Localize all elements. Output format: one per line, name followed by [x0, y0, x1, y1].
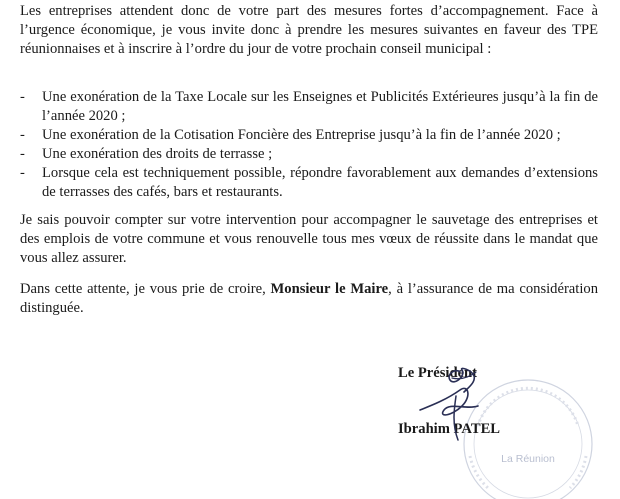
bullet-dash: -	[20, 89, 25, 105]
bullet-dash: -	[20, 127, 25, 143]
stamp-text: La Réunion	[501, 453, 555, 465]
measure-text: Une exonération des droits de terrasse ;	[42, 146, 273, 162]
addressee: Monsieur le Maire	[270, 281, 389, 297]
bullet-dash: -	[20, 146, 25, 162]
signatory-title: Le Président	[398, 365, 478, 381]
measures-list	[20, 88, 598, 202]
support-paragraph: Je sais pouvoir compter sur votre intervention pour accompagner le sauvetage des entreprises et des emplois de votre commune et vous renouvelle tous mes vœux de réussite dans le mandat que vous allez assurer.	[20, 212, 598, 266]
closing-text-start: Dans cette attente, je vous prie de croire,	[20, 281, 271, 297]
measure-text: Une exonération de la Cotisation Foncière des Entreprise jusqu’à la fin de l’année 2020 ;	[42, 127, 561, 143]
closing-text-end: , à l’assurance de ma considération distinguée.	[20, 281, 598, 316]
measure-text: Une exonération de la Taxe Locale sur les Enseignes et Publicités Extérieures jusqu’à la fin de l’année 2020 ;	[42, 89, 598, 124]
intro-paragraph: Les entreprises attendent donc de votre part des mesures fortes d’accompagnement. Face à l’urgence économique, je vous invite donc à prendre les mesures suivantes en faveur des TPE réunionnaises et à inscrire à l’ordre du jour de votre prochain conseil municipal :	[20, 3, 598, 57]
list-item	[20, 145, 598, 164]
list-item	[20, 164, 598, 202]
handwritten-signature-icon	[416, 366, 486, 442]
list-item	[20, 126, 598, 145]
closing-paragraph	[20, 280, 598, 318]
signatory-name: Ibrahim PATEL	[398, 421, 501, 437]
list-item	[20, 88, 598, 126]
bullet-dash: -	[20, 165, 25, 181]
signature-block	[398, 364, 618, 499]
measure-text: Lorsque cela est techniquement possible, répondre favorablement aux demandes d’extensions de terrasses des cafés, bars et restaurants.	[42, 165, 598, 200]
